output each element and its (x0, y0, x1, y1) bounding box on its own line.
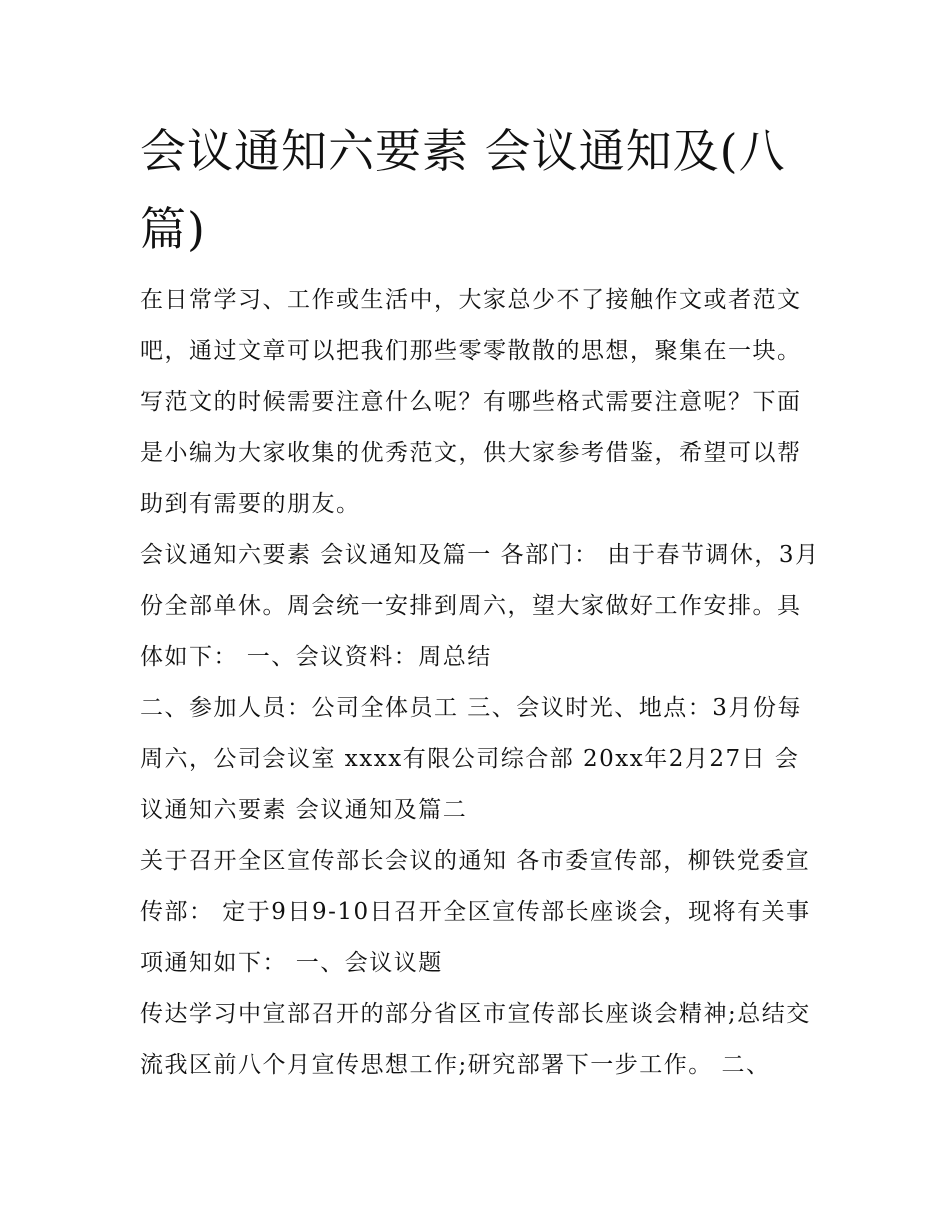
paragraph-notice-2: 关于召开全区宣传部长会议的通知 各市委宣传部，柳铁党委宣传部： 定于9日9-10日召开全区宣传部长座谈会，现将有关事项通知如下： 一、会议议题 (140, 848, 811, 976)
document-title: 会议通知六要素 会议通知及(八篇) (140, 124, 786, 256)
document-body (140, 275, 820, 1091)
paragraph-intro: 在日常学习、工作或生活中，大家总少不了接触作文或者范文吧，通过文章可以把我们那些零零散散的思想，聚集在一块。写范文的时候需要注意什么呢？有哪些格式需要注意呢？下面是小编为大家收集的优秀范文，供大家参考借鉴，希望可以帮助到有需要的朋友。 (140, 287, 802, 517)
paragraph-notice-1-cont: 二、参加人员：公司全体员工 三、会议时光、地点：3月份每周六，公司会议室 xxxx有限公司综合部 20xx年2月27日 会议通知六要素 会议通知及篇二 (140, 695, 802, 823)
paragraph-notice-2-cont: 传达学习中宣部召开的部分省区市宣传部长座谈会精神;总结交流我区前八个月宣传思想工作;研究部署下一步工作。 二、 (140, 1001, 811, 1078)
paragraph-notice-1: 会议通知六要素 会议通知及篇一 各部门： 由于春节调休，3月份全部单休。周会统一安排到周六，望大家做好工作安排。具体如下： 一、会议资料：周总结 (140, 542, 820, 670)
